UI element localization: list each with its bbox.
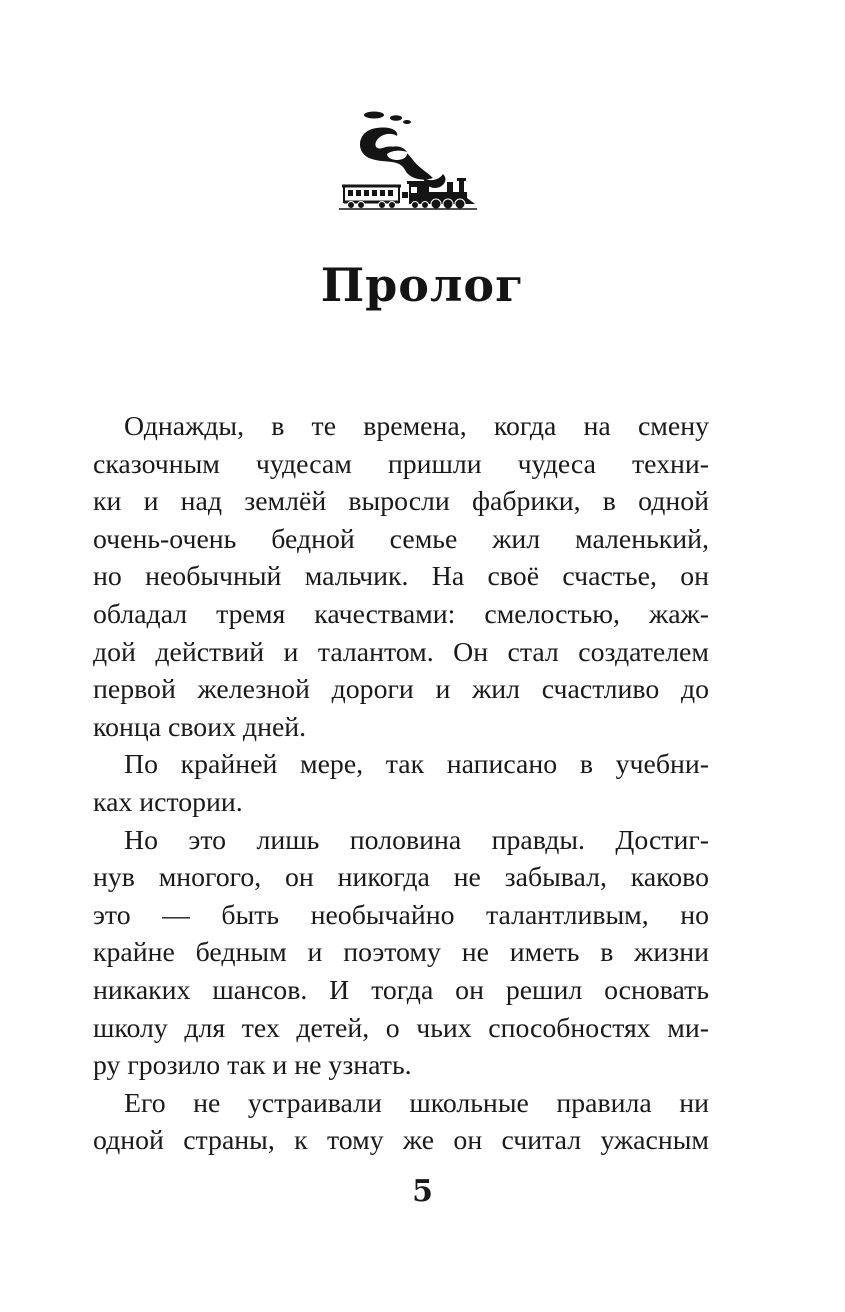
text-line: дой действий и талантом. Он стал создателем <box>93 636 709 668</box>
text-line: одной страны, к тому же он считал ужасным <box>93 1125 709 1157</box>
chapter-text <box>93 408 709 1160</box>
text-line: очень-очень бедной семье жил маленький, <box>93 523 709 555</box>
text-line: конца своих дней. <box>93 711 307 743</box>
text-line: Однажды, в те времена, когда на смену <box>124 411 709 442</box>
text-line: ках истории. <box>93 786 243 818</box>
text-line: но необычный мальчик. На своё счастье, он <box>93 561 709 593</box>
text-line: обладал тремя качествами: смелостью, жаж- <box>93 598 709 630</box>
steam-train-icon <box>339 108 479 212</box>
text-line: ру грозило так и не узнать. <box>93 1050 412 1082</box>
text-line: Его не устраивали школьные правила ни <box>124 1087 709 1119</box>
text-line: первой железной дороги и жил счастливо до <box>93 674 709 706</box>
smoke-plume <box>360 112 445 189</box>
text-line: крайне бедным и поэтому не иметь в жизни <box>93 937 709 969</box>
text-line: ки и над землёй выросли фабрики, в одной <box>93 486 709 518</box>
chapter-title: Пролог <box>320 258 525 312</box>
text-line: сказочным чудесам пришли чудеса техни- <box>93 448 709 480</box>
text-line: никаких шансов. И тогда он решил основать <box>93 974 709 1006</box>
text-line: Но это лишь половина правды. Достиг- <box>124 824 709 856</box>
text-line: По крайней мере, так написано в учебни- <box>124 749 709 781</box>
page-number: 5 <box>412 1174 433 1209</box>
text-line: школу для тех детей, о чьих способностях ми- <box>93 1012 709 1044</box>
text-line: нув многого, он никогда не забывал, каково <box>93 862 709 894</box>
text-line: это — быть необычайно талантливым, но <box>93 899 709 931</box>
